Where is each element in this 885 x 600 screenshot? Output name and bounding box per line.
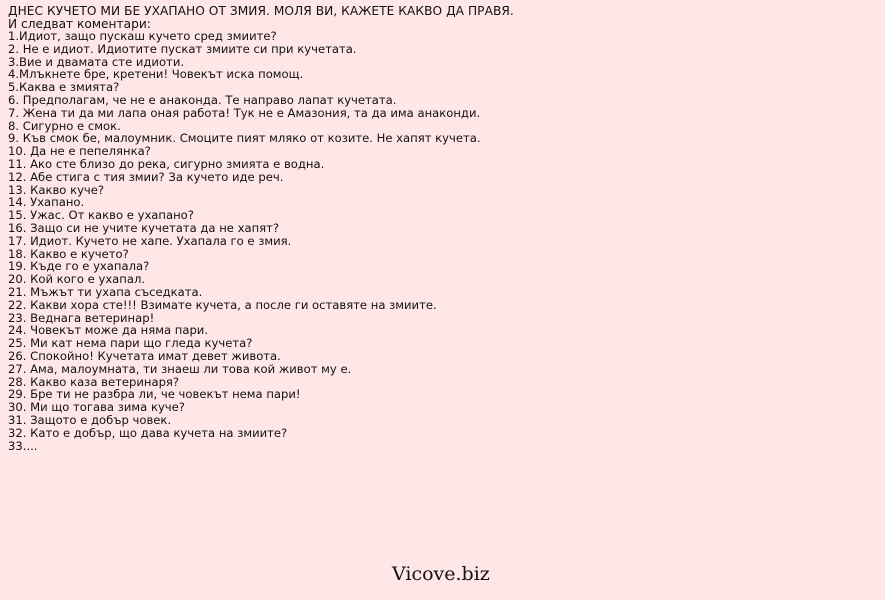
comment-item: 33.... xyxy=(8,438,38,453)
comment-item: 1.Идиот, защо пускаш кучето сред змиите? xyxy=(8,29,277,43)
page-title: ДНЕС КУЧЕТО МИ БЕ УХАПАНО ОТ ЗМИЯ. МОЛЯ ВИ, КАЖЕТЕ КАКВО ДА ПРАВЯ. xyxy=(8,4,514,18)
comment-item: 21. Мъжът ти ухапа съседката. xyxy=(8,284,203,299)
comment-item: 27. Ама, малоумната, ти знаеш ли това кой живот му е. xyxy=(8,361,352,376)
comment-item: 9. Къв смок бе, малоумник. Смоците пият мляко от козите. Не хапят кучета. xyxy=(8,131,481,146)
comment-item: 19. Къде го е ухапала? xyxy=(8,259,150,274)
comment-item: 20. Кой кого е ухапал. xyxy=(8,272,146,287)
comment-item: 3.Вие и двамата сте идиоти. xyxy=(8,54,185,69)
comment-item: 4.Млъкнете бре, кретени! Човекът иска помощ. xyxy=(8,67,304,82)
comment-item: 6. Предполагам, че не е анаконда. Те направо лапат кучетата. xyxy=(8,92,397,107)
comment-item: 11. Ако сте близо до река, сигурно змията е водна. xyxy=(8,156,325,171)
comment-item: 16. Защо си не учите кучетата да не хапят? xyxy=(8,220,280,235)
comment-item: 25. Ми кат нема пари що гледа кучета? xyxy=(8,336,253,351)
comment-item: 13. Какво куче? xyxy=(8,182,105,197)
comment-item: 24. Човекът може да няма пари. xyxy=(8,323,209,338)
document-body xyxy=(8,5,878,452)
comment-item: 8. Сигурно е смок. xyxy=(8,118,121,133)
comment-list xyxy=(8,30,878,452)
comment-item: 10. Да не е пепелянка? xyxy=(8,144,151,159)
comment-item: 15. Ужас. От какво е ухапано? xyxy=(8,208,194,223)
comment-item: 2. Не е идиот. Идиотите пускат змиите си при кучетата. xyxy=(8,41,357,56)
site-watermark: Vicove.biz xyxy=(392,563,490,585)
comment-item: 22. Какви хора сте!!! Взимате кучета, а после ги оставяте на змиите. xyxy=(8,297,437,312)
comment-item: 28. Какво каза ветеринаря? xyxy=(8,374,180,389)
comment-item: 26. Спокойно! Кучетата имат девет живота. xyxy=(8,348,281,363)
comment-item: 29. Бре ти не разбра ли, че човекът нема пари! xyxy=(8,387,301,402)
comment-item: 14. Ухапано. xyxy=(8,195,85,210)
comment-item: 30. Ми що тогава зима куче? xyxy=(8,400,185,415)
comment-item: 7. Жена ти да ми лапа оная работа! Тук не е Амазония, та да има анаконди. xyxy=(8,105,481,120)
comment-item: 32. Като е добър, що дава кучета на змиите? xyxy=(8,425,288,440)
comments-intro: И следват коментари: xyxy=(8,17,151,31)
comment-item: 5.Каква е змията? xyxy=(8,80,120,95)
comment-item: 23. Веднага ветеринар! xyxy=(8,310,155,325)
comment-item: 12. Абе стига с тия змии? За кучето иде реч. xyxy=(8,169,284,184)
comment-item: 31. Защото е добър човек. xyxy=(8,412,172,427)
comment-item: 17. Идиот. Кучето не хапе. Ухапала го е змия. xyxy=(8,233,292,248)
comment-item: 18. Какво е кучето? xyxy=(8,246,129,261)
